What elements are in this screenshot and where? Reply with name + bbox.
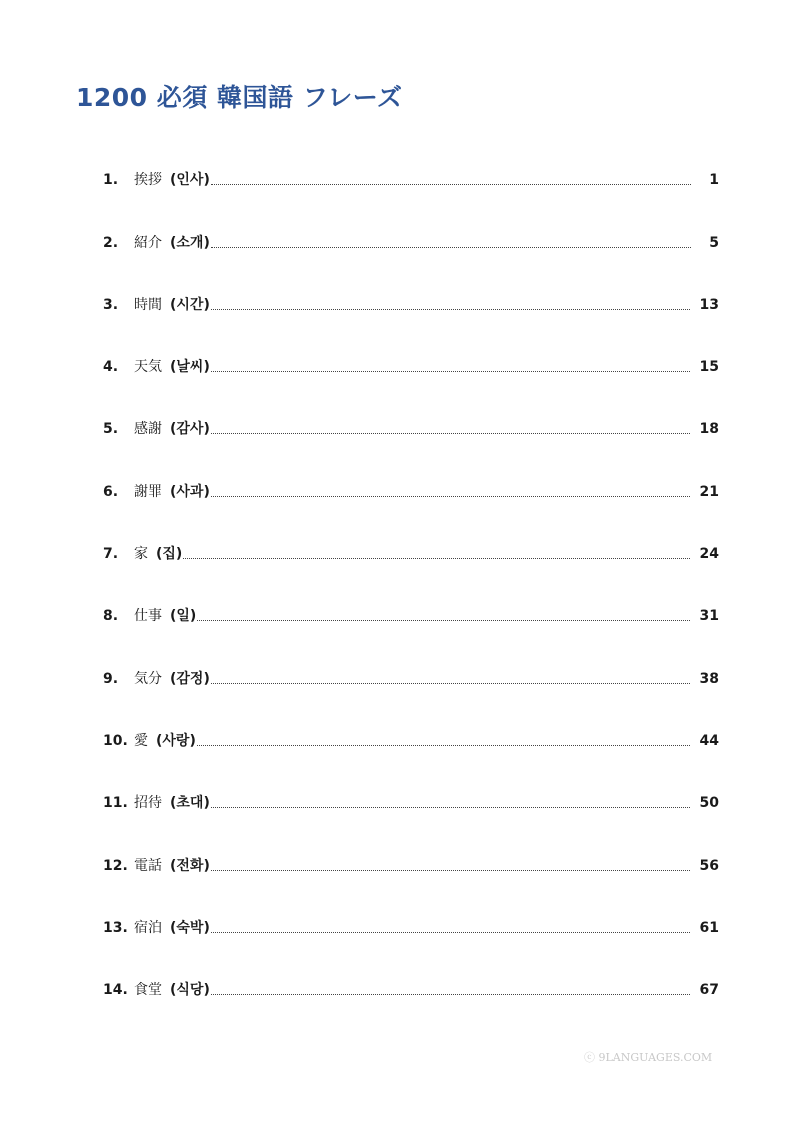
dot-leader — [183, 558, 689, 559]
toc-entry-page: 56 — [699, 857, 719, 874]
toc-entry-number: 9. — [103, 670, 119, 687]
toc-entry-number: 3. — [103, 296, 119, 313]
toc-entry-page: 5 — [709, 234, 719, 251]
toc-entry-page: 38 — [699, 670, 719, 687]
toc-entry-korean: (시간) — [170, 296, 210, 313]
toc-entry[interactable] — [103, 534, 719, 596]
toc-entry-korean: (사랑) — [156, 732, 196, 749]
toc-entry-number: 2. — [103, 234, 119, 251]
toc-entry[interactable] — [103, 285, 719, 347]
toc-entry-korean: (초대) — [170, 795, 210, 812]
toc-entry-number: 11. — [103, 795, 128, 812]
toc-entry-japanese: 電話 — [134, 857, 162, 874]
toc-entry[interactable] — [103, 347, 719, 409]
copyright-footer: ⓒ 9LANGUAGES.COM — [584, 1051, 713, 1064]
toc-entry[interactable] — [103, 908, 719, 970]
toc-entry[interactable] — [103, 222, 719, 284]
toc-entry-korean: (집) — [156, 546, 183, 563]
toc-entry-number: 13. — [103, 919, 128, 936]
toc-entry-number: 4. — [103, 359, 119, 376]
toc-entry-japanese: 気分 — [134, 670, 162, 687]
toc-entry-number: 10. — [103, 732, 128, 749]
toc-entry-korean: (인사) — [170, 172, 210, 189]
toc-entry-page: 31 — [699, 608, 719, 625]
toc-entry-japanese: 家 — [134, 546, 148, 563]
toc-entry-japanese: 謝罪 — [134, 483, 162, 500]
table-of-contents — [103, 160, 719, 1032]
toc-entry-korean: (전화) — [170, 857, 210, 874]
toc-entry[interactable] — [103, 845, 719, 907]
dot-leader — [211, 932, 690, 933]
toc-entry-japanese: 時間 — [134, 296, 162, 313]
dot-leader — [211, 683, 690, 684]
toc-entry-page: 50 — [699, 795, 719, 812]
dot-leader — [197, 745, 690, 746]
toc-entry[interactable] — [103, 409, 719, 471]
toc-entry-korean: (소개) — [170, 234, 210, 251]
toc-entry-korean: (감사) — [170, 421, 210, 438]
toc-entry-page: 21 — [699, 483, 719, 500]
toc-entry[interactable] — [103, 783, 719, 845]
toc-entry-page: 18 — [699, 421, 719, 438]
toc-entry-page: 13 — [699, 296, 719, 313]
toc-entry[interactable] — [103, 160, 719, 222]
toc-entry-japanese: 挨拶 — [134, 172, 162, 189]
document-title: 1200 必須 韓国語 フレーズ — [76, 83, 403, 112]
toc-entry-page: 15 — [699, 359, 719, 376]
dot-leader — [211, 870, 690, 871]
toc-entry-japanese: 紹介 — [134, 234, 162, 251]
dot-leader — [211, 309, 690, 310]
toc-entry-japanese: 愛 — [134, 732, 148, 749]
toc-entry-japanese: 仕事 — [134, 608, 162, 625]
toc-entry-number: 8. — [103, 608, 119, 625]
toc-entry-page: 24 — [699, 546, 719, 563]
dot-leader — [211, 247, 691, 248]
toc-entry-japanese: 招待 — [134, 795, 162, 812]
dot-leader — [211, 807, 690, 808]
toc-entry[interactable] — [103, 596, 719, 658]
toc-entry-number: 7. — [103, 546, 119, 563]
dot-leader — [211, 184, 691, 185]
toc-entry-japanese: 天気 — [134, 359, 162, 376]
toc-entry-number: 14. — [103, 982, 128, 999]
toc-entry[interactable] — [103, 970, 719, 1032]
dot-leader — [211, 496, 690, 497]
toc-entry-japanese: 食堂 — [134, 982, 162, 999]
toc-entry-page: 1 — [709, 172, 719, 189]
dot-leader — [197, 620, 689, 621]
dot-leader — [211, 371, 690, 372]
toc-entry[interactable] — [103, 471, 719, 533]
toc-entry-korean: (날씨) — [170, 359, 210, 376]
toc-entry-japanese: 感謝 — [134, 421, 162, 438]
toc-entry-number: 5. — [103, 421, 119, 438]
toc-entry-korean: (숙박) — [170, 919, 210, 936]
toc-entry-number: 12. — [103, 857, 128, 874]
dot-leader — [211, 994, 690, 995]
toc-entry-korean: (사과) — [170, 483, 210, 500]
toc-entry-number: 1. — [103, 172, 119, 189]
toc-entry-korean: (식당) — [170, 982, 210, 999]
toc-entry-page: 67 — [699, 982, 719, 999]
toc-entry-korean: (감정) — [170, 670, 210, 687]
dot-leader — [211, 433, 690, 434]
toc-entry[interactable] — [103, 721, 719, 783]
toc-entry-number: 6. — [103, 483, 119, 500]
toc-entry-page: 61 — [699, 919, 719, 936]
toc-entry-page: 44 — [699, 732, 719, 749]
toc-entry-japanese: 宿泊 — [134, 919, 162, 936]
toc-entry[interactable] — [103, 658, 719, 720]
toc-entry-korean: (일) — [170, 608, 197, 625]
